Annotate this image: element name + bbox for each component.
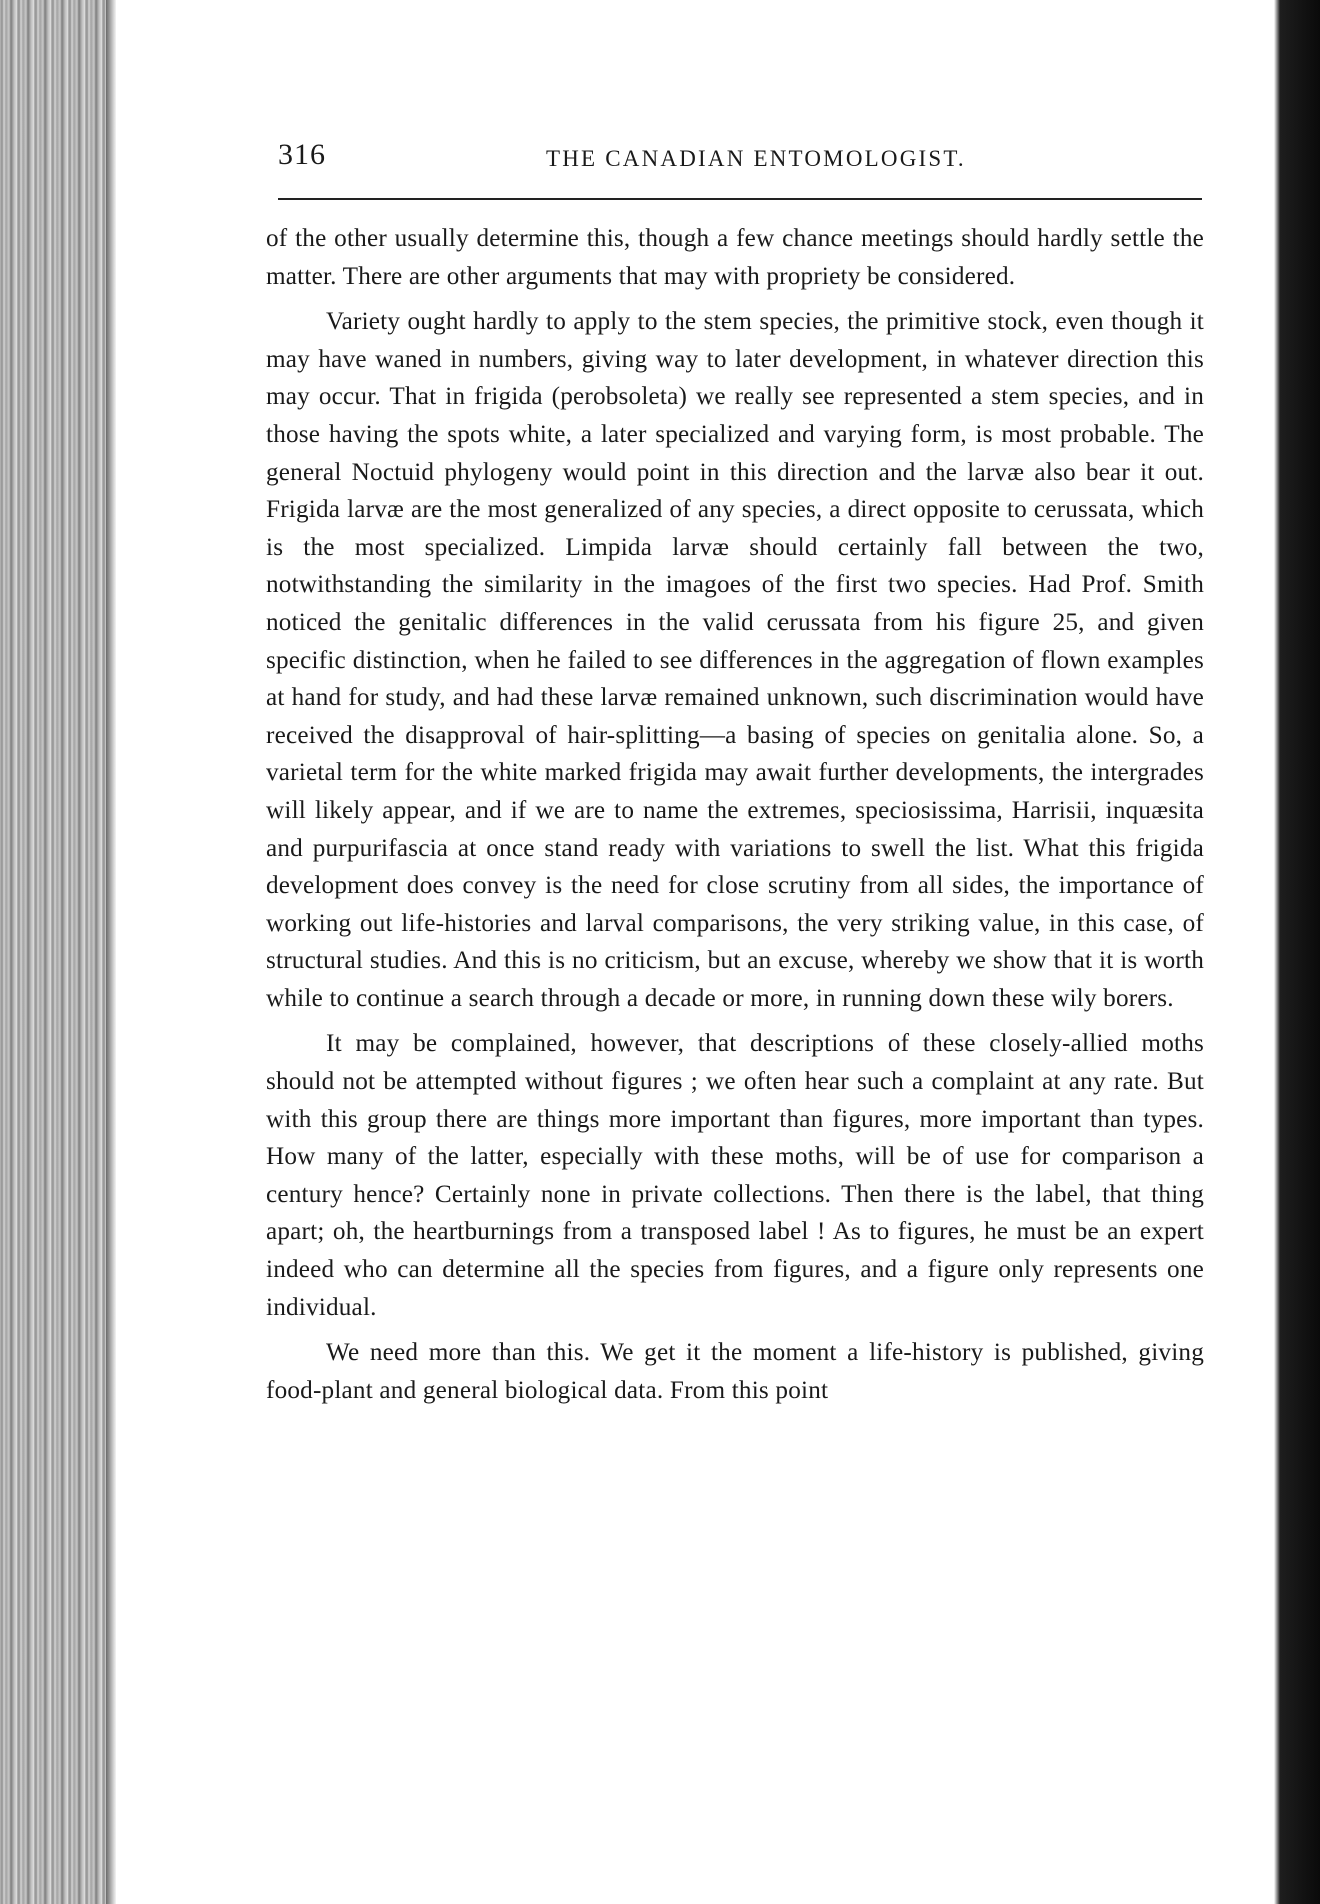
header-rule	[278, 198, 1202, 200]
page-right-edge	[1266, 0, 1320, 1904]
page-number: 316	[278, 138, 326, 171]
paragraph: It may be complained, however, that descriptions of these closely-allied moths should not be attempted without figures ; we often hear such a complaint at any rate. But with this group there are things more important than figures, more important than types. How many of the latter, especially with these moths, will be of use for comparison a century hence? Certainly none in private collections. Then there is the label, that thing apart; oh, the heartburnings from a transposed label ! As to figures, he must be an expert indeed who can determine all the species from figures, and a figure only represents one individual.	[266, 1030, 1204, 1321]
spine-edge	[106, 0, 116, 1904]
paragraph: Variety ought hardly to apply to the stem species, the primitive stock, even though it may have waned in numbers, giving way to later development, in whatever direction this may occur. That in frigida (perobsoleta) we really see represented a stem species, and in those having the spots white, a later specialized and varying form, is most probable. The general Noctuid phylogeny would point in this direction and the larvæ also bear it out. Frigida larvæ are the most generalized of any species, a direct opposite to cerussata, which is the most specialized. Limpida larvæ should certainly fall between the two, notwithstanding the similarity in the imagoes of the first two species. Had Prof. Smith noticed the genitalic differences in the valid cerussata from his figure 25, and given specific distinction, when he failed to see differences in the aggregation of flown examples at hand for study, and had these larvæ remained unknown, such discrimination would have received the disapproval of hair-splitting—a basing of species on genitalia alone. So, a varietal term for the white marked frigida may await further developments, the intergrades will likely appear, and if we are to name the extremes, speciosissima, Harrisii, inquæsita and purpurifascia at once stand ready with variations to swell the list. What this frigida development does convey is the need for close scrutiny from all sides, the importance of working out life-histories and larval comparisons, the very striking value, in this case, of structural studies. And this is no criticism, but an excuse, whereby we show that it is worth while to continue a search through a decade or more, in running down these wily borers.	[266, 308, 1204, 1012]
book-spine-shadow	[0, 0, 112, 1904]
page-header	[278, 138, 1200, 188]
body-text	[266, 220, 1204, 1417]
paragraph: We need more than this. We get it the moment a life-history is published, giving food-plant and general biological data. From this point	[266, 1339, 1204, 1404]
paragraph: of the other usually determine this, though a few chance meetings should hardly settle the matter. There are other arguments that may with propriety be considered.	[266, 225, 1204, 290]
running-title: THE CANADIAN ENTOMOLOGIST.	[546, 146, 966, 171]
